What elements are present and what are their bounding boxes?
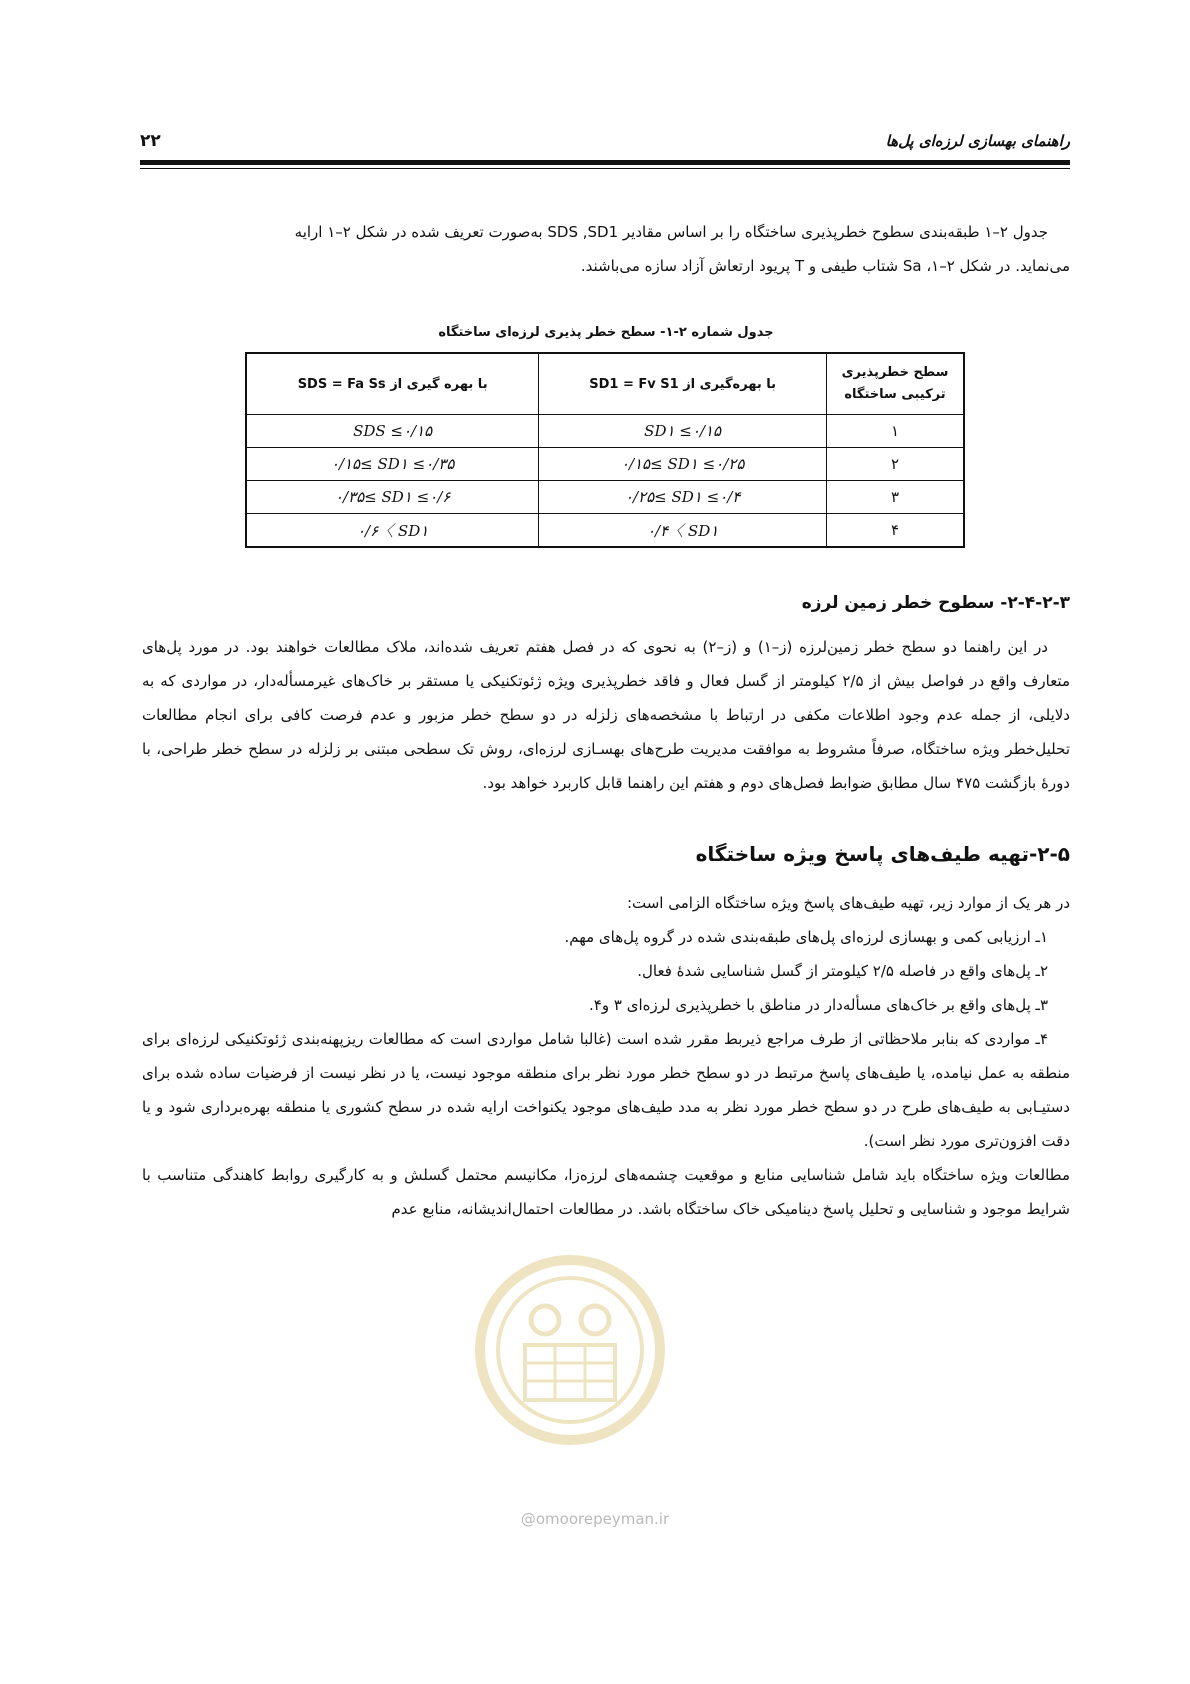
list-item-2: ۲ـ پل‌های واقع در فاصله ۲/۵ کیلومتر از گسل شناسایی شدهٔ فعال. xyxy=(637,962,1048,980)
page-header xyxy=(140,126,1070,156)
page-content xyxy=(142,215,1070,1226)
running-title: راهنمای بهسازی لرزه‌ای پل‌ها xyxy=(885,132,1070,150)
intro-paragraph xyxy=(142,215,1070,283)
table-row xyxy=(246,415,964,448)
list-item-4: ۴ـ مواردی که بنابر ملاحظاتی از طرف مراجع ذیربط مقرر شده است (غالبا شامل مواردی است که مطالعات ریزپهنه‌بندی ژئوتکنیکی لرزه‌ای برای منطقه به عمل نیامده، یا طیف‌های پاسخ مرتبط در دو سطح خطر مورد نظر برای منطقه موجود نیست، یا در نظر نیست از فرضیات ساده شده برای دستیـابی به طیف‌های طرح در دو سطح خطر مورد نظر به مدد طیف‌های موجود یکنواخت ارایه شده در سطح کشوری یا منطقه بهره‌برداری شود و یا دقت افزون‌تری مورد نظر است). xyxy=(142,1030,1070,1150)
table-caption: جدول شماره ۲-۱- سطح خطر پذیری لرزه‌ای ساختگاه xyxy=(438,325,774,340)
table-row xyxy=(246,448,964,481)
cell-sd1: ۰/۱۵≤ SD۱ ≤۰/۲۵ xyxy=(539,448,827,481)
cell-sd1: SD۱ ≤۰/۱۵ xyxy=(539,415,827,448)
closing-paragraph: مطالعات ویژه ساختگاه باید شامل شناسایی منابع و موقعیت چشمه‌های لرزه‌زا، مکانیسم محتمل گسلش و به کارگیری روابط کاهندگی متناسب با شرایط موجود و شناسایی و تحلیل پاسخ دینامیکی خاک ساختگاه باشد. در مطالعات احتمال‌اندیشانه، منابع عدم xyxy=(142,1166,1070,1218)
list-item-1: ۱ـ ارزیابی کمی و بهسازی لرزه‌ای پل‌های طبقه‌بندی شده در گروه پل‌های مهم. xyxy=(564,928,1048,946)
cell-level: ۲ xyxy=(827,448,965,481)
header-rule xyxy=(140,160,1070,165)
page-number: ۲۲ xyxy=(140,131,161,151)
header-sds: با بهره گیری از SDS = Fa Ss xyxy=(246,353,539,415)
cell-level: ۳ xyxy=(827,481,965,514)
table-row xyxy=(246,481,964,514)
section-3-paragraph: در این راهنما دو سطح خطر زمین‌لرزه (ز–۱) و (ز–۲) به نحوی که در فصل هفتم تعریف شده‌اند، ملاک مطالعات خواهند بود. در مورد پل‌های متعارف واقع در فواصل بیش از ۲/۵ کیلومتر از گسل فعال و فاقد خطرپذیری ویژه ژئوتکنیکی یا مستقر بر خاک‌های غیرمسأله‌دار، در مواردی که به دلایلی، از جمله عدم وجود اطلاعات مکفی در ارتباط با مشخصه‌های زلزله در دو سطح خطر مزبور و عدم فرصت کافی برای انجام مطالعات تحلیل‌خطر ویژه ساختگاه، صرفاً مشروط به موافقت مدیریت طرح‌های بهسـازی لرزه‌ای، روش تک سطحی مبتنی بر زلزله در سطح خطر طراحی، با دورهٔ بازگشت ۴۷۵ سال مطابق ضوابط فصل‌های دوم و هفتم این راهنما قابل کاربرد خواهد بود. xyxy=(142,638,1070,792)
table-header-row xyxy=(246,353,964,415)
header-sd1: با بهره‌گیری از SD1 = Fv S1 xyxy=(539,353,827,415)
section-3-heading: ۲-۴-۲-۳- سطوح خطر زمین لرزه xyxy=(801,593,1070,613)
watermark-url: @omoorepeyman.ir xyxy=(520,1510,670,1528)
header-level: سطح خطرپذیری ترکیبی ساختگاه xyxy=(827,353,965,415)
intro-line-1: جدول ۲–۱ طبقه‌بندی سطوح خطرپذیری ساختگاه را بر اساس مقادیر SDS ,SD1 به‌صورت تعریف شده در شکل ۲–۱ ارایه xyxy=(294,223,1048,241)
cell-level: ۴ xyxy=(827,514,965,548)
cell-sd1: ۰/۴〈 SD۱ xyxy=(539,514,827,548)
cell-sd1: ۰/۲۵≤ SD۱ ≤۰/۴ xyxy=(539,481,827,514)
intro-line-2: می‌نماید. در شکل ۲–۱، Sa شتاب طیفی و T پریود ارتعاش آزاد سازه می‌باشند. xyxy=(580,257,1070,275)
cell-level: ۱ xyxy=(827,415,965,448)
table-row xyxy=(246,514,964,548)
cell-sds: ۰/۶〈 SD۱ xyxy=(246,514,539,548)
hazard-level-table xyxy=(245,352,965,548)
section-5-lead: در هر یک از موارد زیر، تهیه طیف‌های پاسخ ویژه ساختگاه الزامی است: xyxy=(626,894,1070,912)
cell-sds: ۰/۱۵≤ SD۱ ≤۰/۳۵ xyxy=(246,448,539,481)
section-5-heading: ۲-۵-تهیه طیف‌های پاسخ ویژه ساختگاه xyxy=(695,842,1070,866)
cell-sds: SDS ≤۰/۱۵ xyxy=(246,415,539,448)
watermark-logo xyxy=(470,1250,670,1450)
list-item-3: ۳ـ پل‌های واقع بر خاک‌های مسأله‌دار در مناطق با خطرپذیری لرزه‌ای ۳ و۴. xyxy=(589,996,1048,1014)
cell-sds: ۰/۳۵≤ SD۱ ≤۰/۶ xyxy=(246,481,539,514)
